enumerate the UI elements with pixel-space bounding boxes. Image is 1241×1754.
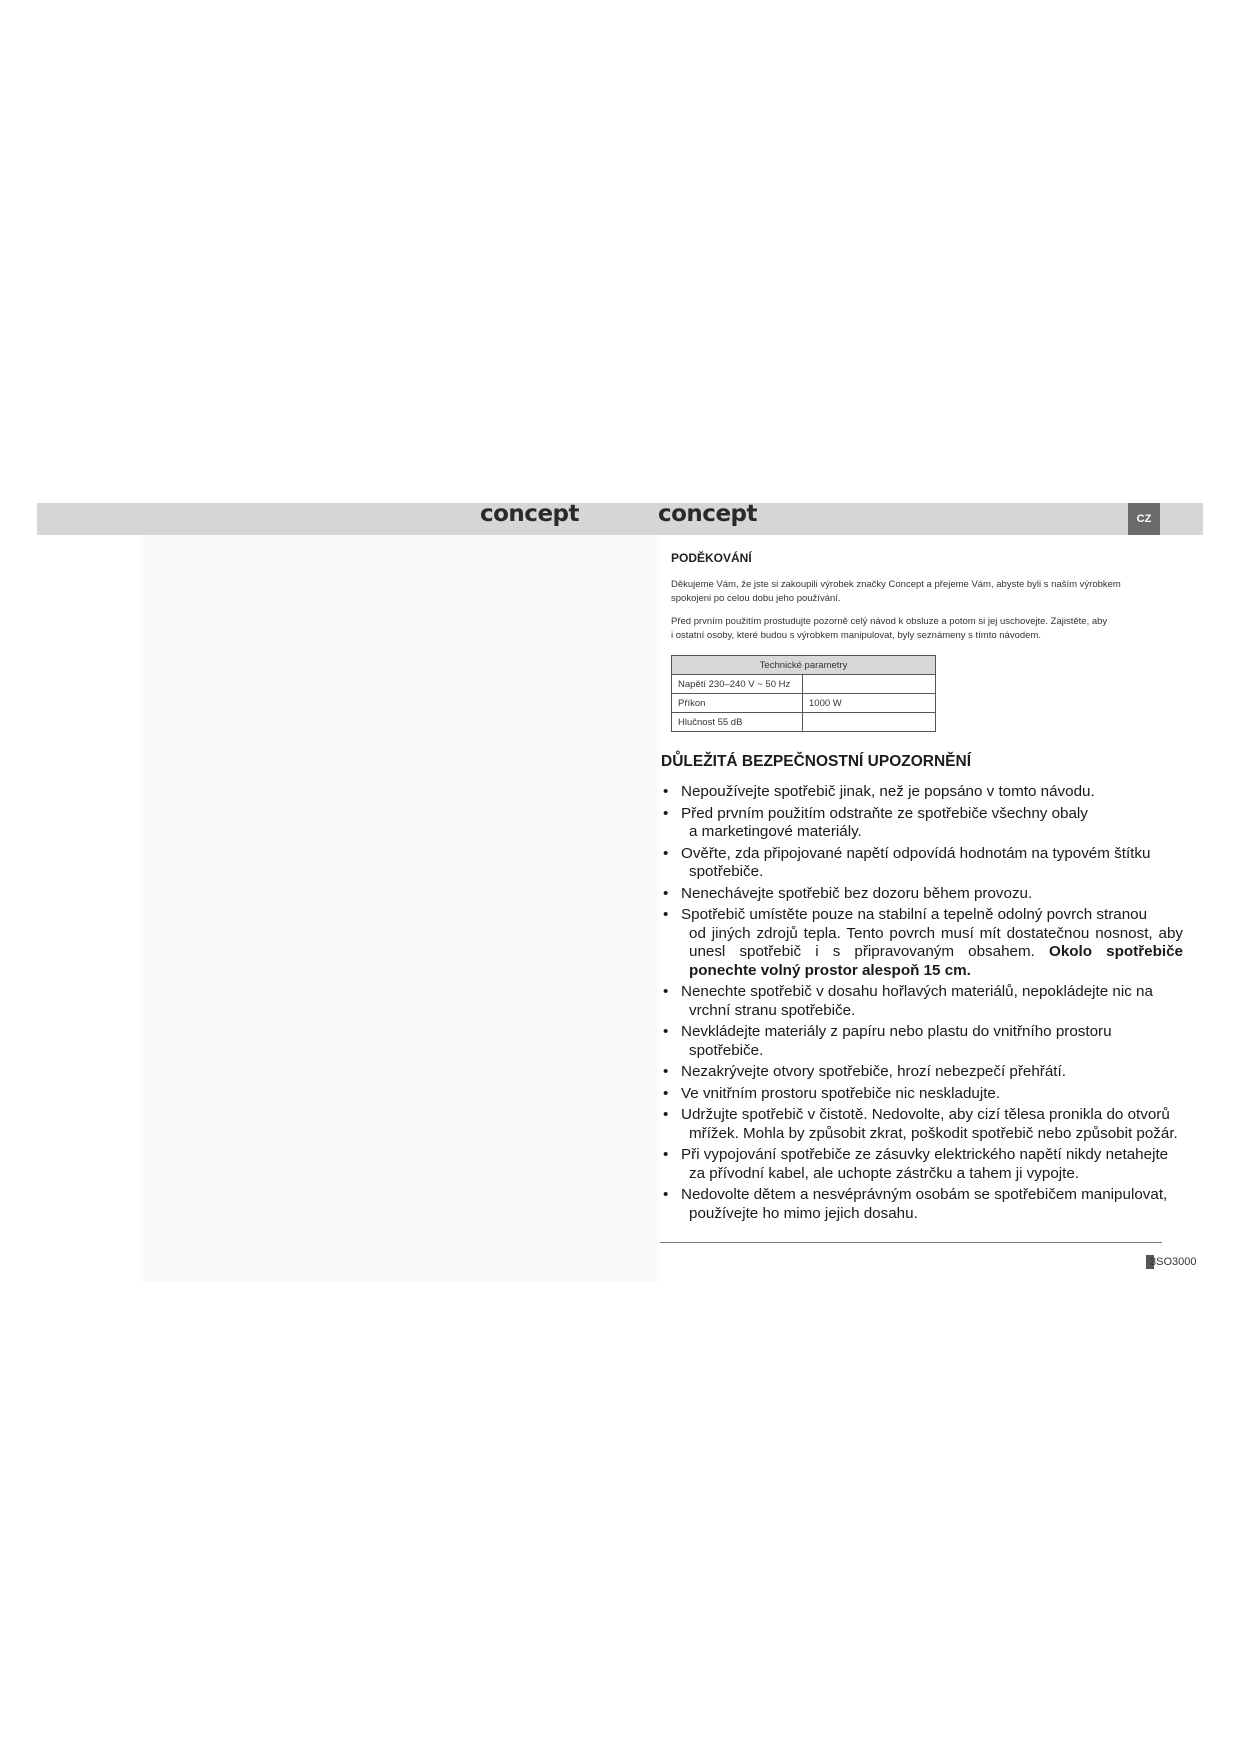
list-item: • Nezakrývejte otvory spotřebiče, hrozí nebezpečí přehřátí. <box>663 1063 1066 1080</box>
intro-title: PODĚKOVÁNÍ <box>671 551 752 565</box>
bullet-icon: • <box>663 1186 669 1203</box>
spec-cell <box>803 675 936 694</box>
bullet-icon: • <box>663 906 669 923</box>
spec-cell: Napětí 230–240 V ~ 50 Hz <box>672 675 803 694</box>
intro-paragraph-1: Děkujeme Vám, že jste si zakoupili výrobek značky Concept a přejeme Vám, abyste byli s naším výrobkem spokojeni po celou dobu jeho používání. <box>671 579 1121 604</box>
header-bar <box>37 503 1203 535</box>
bullet-icon: • <box>663 783 669 800</box>
left-page-blank <box>140 535 660 1282</box>
right-page-content <box>661 551 1183 1226</box>
spec-cell: Příkon <box>672 694 803 713</box>
bullet-icon: • <box>663 844 669 862</box>
spec-cell <box>803 713 936 732</box>
spec-table-header: Technické parametry <box>672 656 936 675</box>
list-item: • Nevkládejte materiály z papíru nebo plastu do vnitřního prostoru spotřebiče. <box>663 1023 1112 1059</box>
bullet-icon: • <box>663 1023 669 1040</box>
bullet-icon: • <box>663 1106 669 1123</box>
brand-logo-left: concept <box>480 501 580 527</box>
table-row <box>672 713 936 732</box>
table-row <box>672 694 936 713</box>
bullet-icon: • <box>663 1063 669 1080</box>
bullet-icon: • <box>663 884 669 902</box>
list-item: • Nenechávejte spotřebič bez dozoru během provozu. <box>663 884 1033 902</box>
list-item: • Nedovolte dětem a nesvéprávným osobám se spotřebičem manipulovat, používejte ho mimo jejich dosahu. <box>663 1186 1168 1222</box>
bullet-icon: • <box>663 804 669 822</box>
list-item: • Udržujte spotřebič v čistotě. Nedovolte, aby cizí tělesa pronikla do otvorů mřížek. Mohla by způsobit zkrat, poškodit spotřebič nebo způsobit požár. <box>663 1106 1178 1142</box>
language-tab: CZ <box>1128 503 1160 535</box>
intro-paragraph-2: Před prvním použitím prostudujte pozorně celý návod k obsluze a potom si jej uschovejte. Zajistěte, aby i ostatní osoby, které budou s výrobkem manipulovat, byly seznámeny s tímto návodem. <box>671 616 1108 641</box>
safety-title: DŮLEŽITÁ BEZPEČNOSTNÍ UPOZORNĚNÍ <box>661 753 972 770</box>
safety-list <box>661 783 1183 1223</box>
spec-cell: Hlučnost 55 dB <box>672 713 803 732</box>
list-item: • Nenechte spotřebič v dosahu hořlavých materiálů, nepokládejte nic na vrchní stranu spotřebiče. <box>663 983 1153 1019</box>
bullet-icon: • <box>663 1146 669 1163</box>
list-item: • Spotřebič umístěte pouze na stabilní a tepelně odolný povrch stranou od jiných zdrojů tepla. Tento povrch musí mít dostatečnou nosnost, aby unesl spotřebič i s připravovaným obsahem. Okolo spotřebiče ponechte volný prostor alespoň 15 cm. <box>663 906 1183 979</box>
bold-warning: Okolo spotřebiče ponechte volný prostor alespoň 15 cm. <box>689 943 1183 979</box>
list-item: • Ve vnitřním prostoru spotřebiče nic neskladujte. <box>663 1084 1001 1102</box>
list-item: • Při vypojování spotřebiče ze zásuvky elektrického napětí nikdy netahejte za přívodní kabel, ale uchopte zástrčku a tahem ji vypojte. <box>663 1146 1169 1182</box>
footer-divider <box>660 1242 1162 1243</box>
bullet-icon: • <box>663 983 669 1000</box>
page-label: 3SO3000 <box>1150 1256 1197 1268</box>
bullet-icon: • <box>663 1084 669 1102</box>
brand-logo-right: concept <box>658 501 758 527</box>
list-item: • Nepoužívejte spotřebič jinak, než je popsáno v tomto návodu. <box>663 783 1095 800</box>
table-row <box>672 675 936 694</box>
spec-cell: 1000 W <box>803 694 936 713</box>
list-item: • Před prvním použitím odstraňte ze spotřebiče všechny obaly a marketingové materiály. <box>663 804 1088 840</box>
spec-table <box>671 655 936 732</box>
list-item: • Ověřte, zda připojované napětí odpovídá hodnotám na typovém štítku spotřebiče. <box>663 844 1151 880</box>
